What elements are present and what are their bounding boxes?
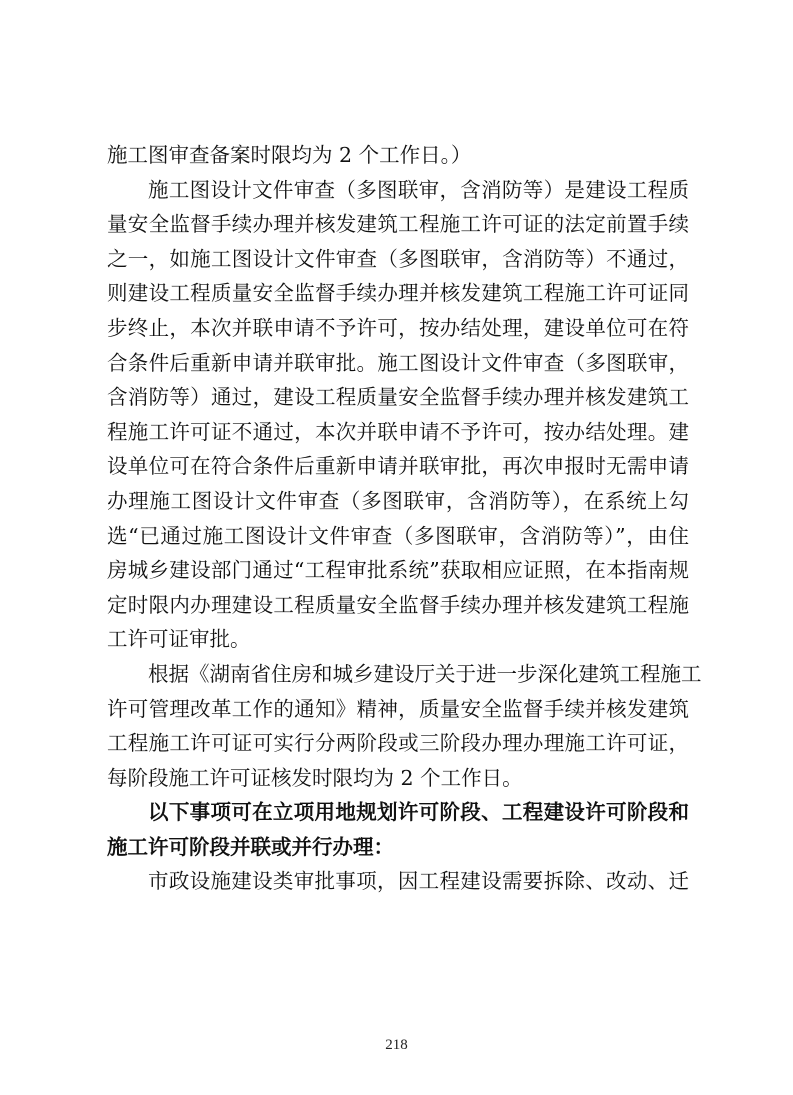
paragraph-4-heading — [107, 795, 689, 864]
text-line: 施工图审查备案时限均为 2 个工作日。） — [107, 143, 472, 167]
paragraph-5 — [107, 864, 689, 899]
text-line: 房城乡建设部门通过“工程审批系统”获取相应证照，在本指南规 — [107, 558, 689, 583]
body-text — [107, 138, 702, 899]
text-line: 根据《湖南省住房和城乡建设厅关于进一步深化建筑工程施工 — [148, 661, 702, 686]
text-line: 许可管理改革工作的通知》精神，质量安全监督手续并核发建筑 — [107, 696, 689, 721]
paragraph-1 — [107, 138, 689, 173]
text-line: 选“已通过施工图设计文件审查（多图联审，含消防等）”，由住 — [107, 523, 689, 548]
text-line: 步终止，本次并联申请不予许可，按办结处理，建设单位可在符 — [107, 315, 689, 340]
text-line: 设单位可在符合条件后重新申请并联审批，再次申报时无需申请 — [107, 454, 689, 479]
text-line: 办理施工图设计文件审查（多图联审，含消防等），在系统上勾 — [107, 488, 689, 513]
paragraph-2 — [107, 173, 689, 657]
text-line: 每阶段施工许可证核发时限均为 2 个工作日。 — [107, 765, 523, 790]
paragraph-3 — [107, 657, 702, 795]
text-line: 以下事项可在立项用地规划许可阶段、工程建设许可阶段和 — [148, 800, 689, 825]
text-line: 市政设施建设类审批事项，因工程建设需要拆除、改动、迁 — [148, 869, 689, 894]
text-line: 合条件后重新申请并联审批。施工图设计文件审查（多图联审， — [107, 350, 689, 375]
text-line: 量安全监督手续办理并核发建筑工程施工许可证的法定前置手续 — [107, 212, 689, 237]
text-line: 定时限内办理建设工程质量安全监督手续办理并核发建筑工程施 — [107, 592, 689, 617]
text-line: 施工图设计文件审查（多图联审，含消防等）是建设工程质 — [148, 177, 689, 202]
text-line: 工程施工许可证可实行分两阶段或三阶段办理办理施工许可证， — [107, 731, 689, 756]
text-line: 则建设工程质量安全监督手续办理并核发建筑工程施工许可证同 — [107, 281, 689, 306]
text-line: 程施工许可证不通过，本次并联申请不予许可，按办结处理。建 — [107, 419, 689, 444]
text-line: 施工许可阶段并联或并行办理： — [107, 834, 394, 859]
text-line: 含消防等）通过，建设工程质量安全监督手续办理并核发建筑工 — [107, 385, 689, 410]
page-number: 218 — [385, 1037, 408, 1053]
text-line: 工许可证审批。 — [107, 627, 251, 652]
text-line: 之一，如施工图设计文件审查（多图联审，含消防等）不通过， — [107, 246, 689, 271]
